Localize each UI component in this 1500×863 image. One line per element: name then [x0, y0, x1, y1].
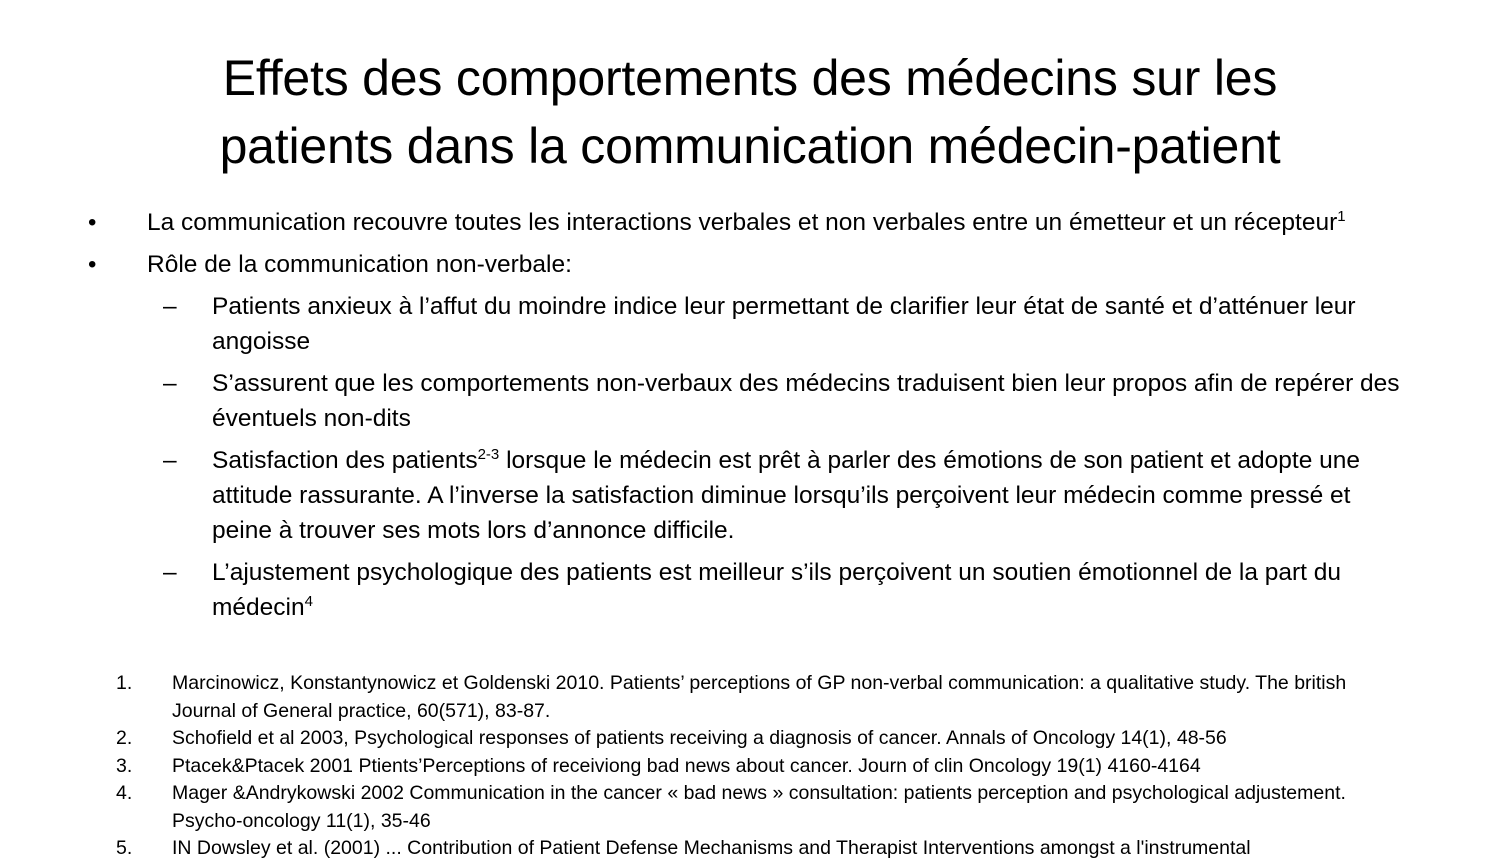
reference-item: [0, 780, 1500, 835]
reference-text: Schofield et al 2003, Psychological responses of patients receiving a diagnosis of cancer. Annals of Oncology 14(1), 48-56: [172, 727, 1227, 749]
footnote-ref: 1: [1337, 208, 1346, 225]
reference-number: 4.: [116, 782, 133, 804]
sub-bullet-text-before: Satisfaction des patients: [212, 447, 478, 474]
bullet-item-communication: [0, 205, 1500, 240]
bullet-dot-icon: •: [88, 209, 97, 236]
reference-text: Mager &Andrykowski 2002 Communication in the cancer « bad news » consultation: patients perception and psychological adjustement. Psycho-oncology 11(1), 35-46: [172, 782, 1346, 832]
reference-item: [0, 753, 1500, 781]
sub-bullet-item-ajustement: [0, 555, 1500, 625]
bullet-text: Rôle de la communication non-verbale:: [147, 251, 572, 278]
sub-bullet-item-s-assurent: [0, 366, 1500, 436]
bullet-list: [0, 205, 1500, 632]
bullet-dot-icon: •: [88, 251, 97, 278]
dash-icon: –: [163, 293, 177, 320]
sub-bullet-text: L’ajustement psychologique des patients est meilleur s’ils perçoivent un soutien émotionnel de la part du médecin: [212, 559, 1342, 621]
dash-icon: –: [163, 370, 177, 397]
slide-title-line-1: Effets des comportements des médecins sur les: [222, 50, 1278, 106]
reference-item: [0, 670, 1500, 725]
reference-number: 2.: [116, 727, 133, 749]
reference-text: IN Dowsley et al. (2001) ... Contribution of Patient Defense Mechanisms and Therapist Interventions amongst a l'instrumental: [172, 837, 1251, 859]
sub-bullet-item-patients-anxieux: [0, 289, 1500, 359]
sub-bullet-text: S’assurent que les comportements non-verbaux des médecins traduisent bien leur propos afin de repérer des éventuels non-dits: [212, 370, 1400, 432]
reference-number: 5.: [116, 837, 133, 859]
reference-number: 1.: [116, 672, 133, 694]
dash-icon: –: [163, 447, 177, 474]
reference-item: [0, 725, 1500, 753]
reference-list: [0, 670, 1500, 863]
reference-text: Marcinowicz, Konstantynowicz et Goldenski 2010. Patients’ perceptions of GP non-verbal communication: a qualitative study. The british Journal of General practice, 60(571), 83-87.: [172, 672, 1347, 722]
sub-bullet-text-after: lorsque le médecin est prêt à parler des émotions de son patient et adopte une attitude rassurante. A l’inverse la satisfaction diminue lorsqu’ils perçoivent leur médecin comme pressé et peine à trouver ses mots lors d’annonce difficile.: [212, 447, 1361, 544]
reference-item: [0, 835, 1500, 863]
sub-bullet-item-satisfaction: [0, 443, 1500, 548]
bullet-text: La communication recouvre toutes les interactions verbales et non verbales entre un émetteur et un récepteur: [147, 209, 1338, 236]
sub-bullet-text: Patients anxieux à l’affut du moindre indice leur permettant de clarifier leur état de santé et d’atténuer leur angoisse: [212, 293, 1356, 355]
reference-number: 3.: [116, 754, 133, 777]
dash-icon: –: [163, 559, 177, 586]
reference-text: Ptacek&Ptacek 2001 Ptients’Perceptions of receiviong bad news about cancer. Journ of clin Oncology 19(1) 4160-4164: [172, 754, 1201, 777]
bullet-item-role-non-verbal: [0, 247, 1500, 282]
slide-title-line-2: patients dans la communication médecin-patient: [219, 118, 1281, 174]
footnote-ref: 2-3: [477, 446, 500, 463]
slide-title: [60, 44, 1440, 180]
footnote-ref: 4: [304, 593, 313, 610]
